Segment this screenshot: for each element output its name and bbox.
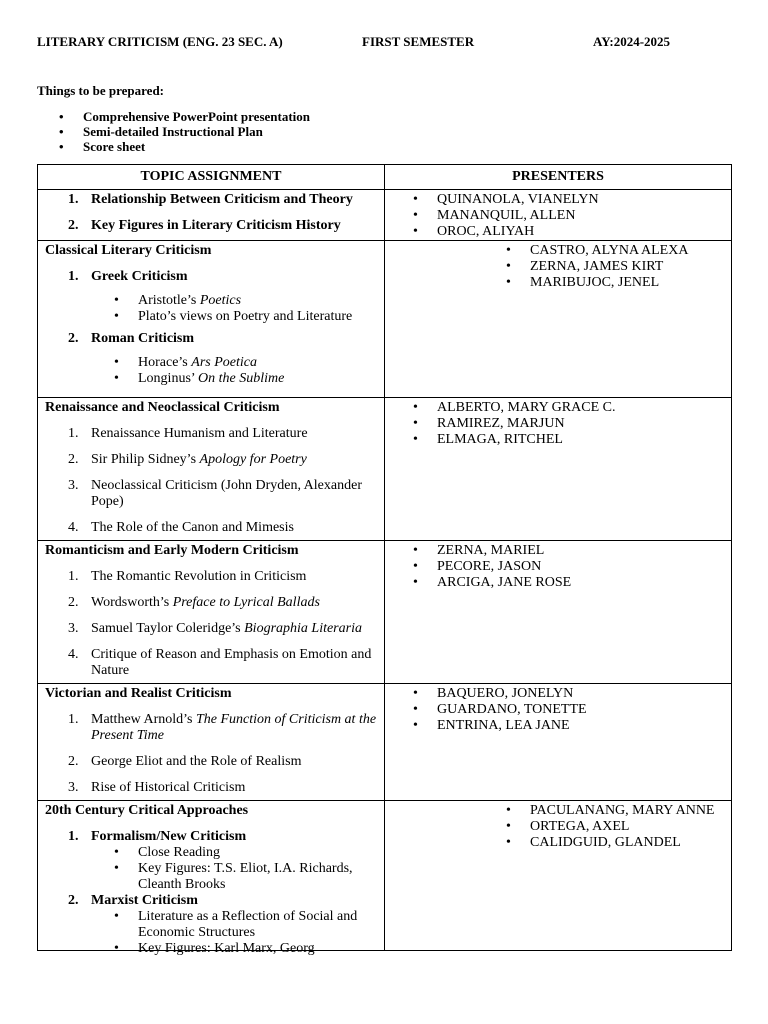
table-row	[38, 541, 732, 684]
prepare-item: • Score sheet	[83, 139, 310, 154]
presenter-name: • ZERNA, MARIEL	[437, 543, 731, 559]
presenter-name: • MARIBUJOC, JENEL	[530, 275, 731, 291]
subtopic-item: • Horace’s Ars Poetica	[138, 355, 378, 371]
presenter-name: • OROC, ALIYAH	[437, 224, 731, 240]
prepare-list	[83, 109, 310, 154]
presenter-name: • ARCIGA, JANE ROSE	[437, 575, 731, 591]
header-topic-assignment: TOPIC ASSIGNMENT	[38, 165, 385, 190]
section-title: Victorian and Realist Criticism	[45, 686, 232, 701]
subtopic-item: • Longinus’ On the Sublime	[138, 371, 378, 387]
topic-item: 2. Wordsworth’s Preface to Lyrical Ballads	[68, 595, 320, 610]
presenter-name: • MANANQUIL, ALLEN	[437, 208, 731, 224]
prepare-item: • Comprehensive PowerPoint presentation	[83, 109, 310, 124]
course-title: LITERARY CRITICISM (ENG. 23 SEC. A)	[37, 34, 283, 49]
presenter-name: • CALIDGUID, GLANDEL	[530, 835, 731, 851]
topic-cell	[38, 398, 385, 541]
topic-item: 2. Marxist Criticism • Literature as a Reflection of Social and Economic Structures • Key Figures: Karl Marx, Georg	[45, 893, 378, 957]
presenters-cell	[385, 241, 732, 398]
topic-item: 1. Matthew Arnold’s The Function of Criticism at the Present Time	[68, 712, 377, 743]
semester-label: FIRST SEMESTER	[362, 34, 475, 49]
subtopic-item: • Key Figures: T.S. Eliot, I.A. Richards, Cleanth Brooks	[138, 861, 378, 893]
topic-item: 1. Relationship Between Criticism and Theory	[68, 192, 353, 207]
section-title: 20th Century Critical Approaches	[45, 803, 249, 818]
topic-item: 3. Samuel Taylor Coleridge’s Biographia Literaria	[68, 621, 362, 636]
header-presenters: PRESENTERS	[385, 165, 732, 190]
topic-cell	[38, 241, 385, 398]
presenters-cell	[385, 541, 732, 684]
table-row	[38, 801, 732, 951]
topic-item: 3. Neoclassical Criticism (John Dryden, Alexander Pope)	[68, 478, 362, 509]
topic-item: 2. Key Figures in Literary Criticism History	[68, 218, 341, 233]
topic-item: 4. Critique of Reason and Emphasis on Emotion and Nature	[68, 647, 372, 678]
presenter-name: • RAMIREZ, MARJUN	[437, 416, 731, 432]
topic-cell	[38, 190, 385, 241]
topic-item: 3. Rise of Historical Criticism	[68, 780, 246, 795]
topic-item: 1. Renaissance Humanism and Literature	[68, 426, 308, 441]
table-row	[38, 190, 732, 241]
presenters-cell	[385, 398, 732, 541]
table-row	[38, 684, 732, 801]
table-row	[38, 241, 732, 398]
prepare-heading: Things to be prepared:	[37, 83, 165, 98]
subtopic-item: • Key Figures: Karl Marx, Georg	[138, 941, 378, 957]
topic-item: 4. The Role of the Canon and Mimesis	[68, 520, 294, 535]
subtopic-item: • Literature as a Reflection of Social and Economic Structures	[138, 909, 378, 941]
document-header	[37, 34, 737, 50]
presenter-name: • ALBERTO, MARY GRACE C.	[437, 400, 731, 416]
assignment-table	[37, 164, 732, 956]
prepare-item: • Semi-detailed Instructional Plan	[83, 124, 310, 139]
topic-cell	[38, 541, 385, 684]
topic-cell	[38, 801, 385, 956]
presenter-name: • ORTEGA, AXEL	[530, 819, 731, 835]
subtopic-item: • Close Reading	[138, 845, 378, 861]
presenter-name: • GUARDANO, TONETTE	[437, 702, 731, 718]
topic-item: 2. George Eliot and the Role of Realism	[68, 754, 302, 769]
presenter-name: • PECORE, JASON	[437, 559, 731, 575]
topic-item: 2. Roman Criticism • Horace’s Ars Poetica • Longinus’ On the Sublime	[45, 331, 378, 387]
section-title: Renaissance and Neoclassical Criticism	[45, 400, 280, 415]
presenters-cell	[385, 684, 732, 801]
presenter-name: • ELMAGA, RITCHEL	[437, 432, 731, 448]
topic-item: 1. The Romantic Revolution in Criticism	[68, 569, 307, 584]
presenter-name: • CASTRO, ALYNA ALEXA	[530, 243, 731, 259]
topic-item: 1. Greek Criticism • Aristotle’s Poetics • Plato’s views on Poetry and Literature	[45, 269, 378, 325]
table-row	[38, 398, 732, 541]
presenter-name: • ZERNA, JAMES KIRT	[530, 259, 731, 275]
presenter-name: • QUINANOLA, VIANELYN	[437, 192, 731, 208]
topic-item: 1. Formalism/New Criticism • Close Reading • Key Figures: T.S. Eliot, I.A. Richards, Cleanth Brooks	[45, 829, 378, 893]
section-title: Classical Literary Criticism	[45, 243, 212, 258]
section-title: Romanticism and Early Modern Criticism	[45, 543, 299, 558]
presenters-cell	[385, 190, 732, 241]
subtopic-item: • Aristotle’s Poetics	[138, 293, 378, 309]
topic-cell	[38, 684, 385, 801]
presenter-name: • ENTRINA, LEA JANE	[437, 718, 731, 734]
presenter-name: • BAQUERO, JONELYN	[437, 686, 731, 702]
academic-year: AY:2024-2025	[593, 34, 671, 49]
subtopic-item: • Plato’s views on Poetry and Literature	[138, 309, 378, 325]
presenter-name: • PACULANANG, MARY ANNE	[530, 803, 731, 819]
presenters-cell	[385, 801, 732, 951]
topic-item: 2. Sir Philip Sidney’s Apology for Poetry	[68, 452, 307, 467]
table-header-row	[38, 165, 732, 190]
